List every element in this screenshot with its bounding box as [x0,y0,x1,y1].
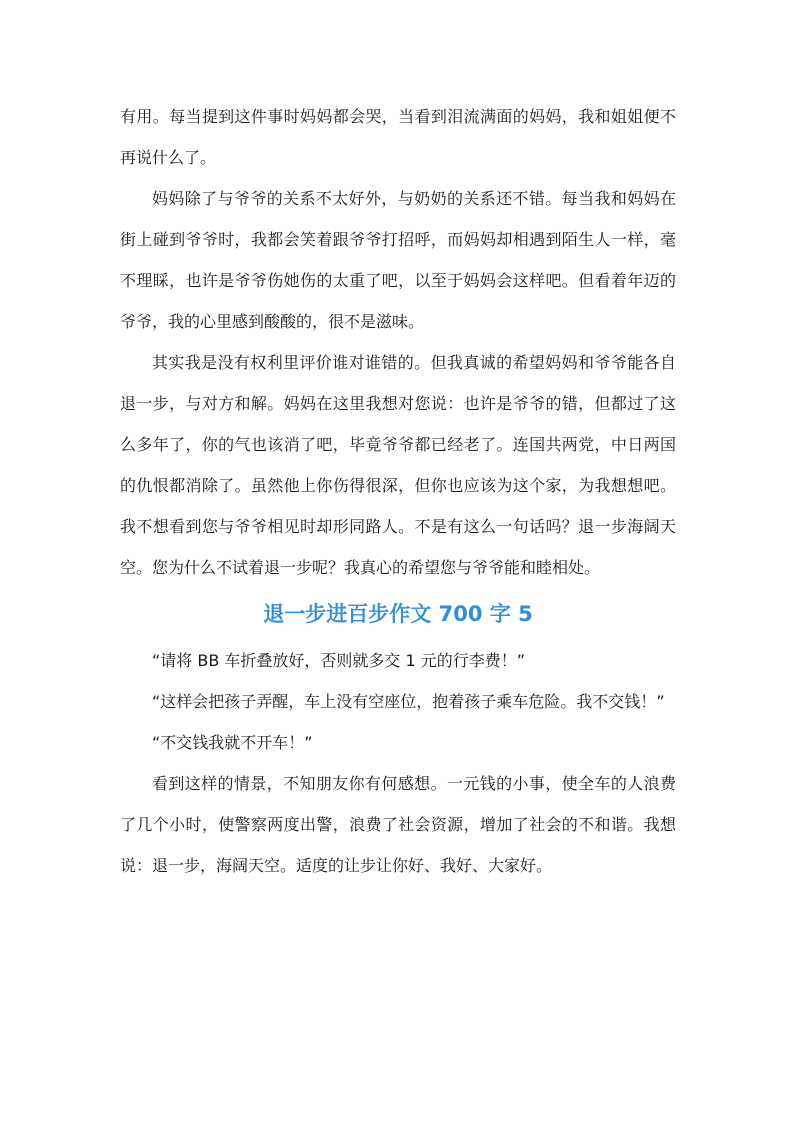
paragraph-reflection: 看到这样的情景，不知朋友你有何感想。一元钱的小事，使全车的人浪费了几个小时，使警察两度出警，浪费了社会资源，增加了社会的不和谐。我想说：退一步，海阔天空。适度的让步让你好、我好、大家好。 [120,774,676,875]
paragraph-mother-grandparents: 妈妈除了与爷爷的关系不太好外，与奶奶的关系还不错。每当我和妈妈在街上碰到爷爷时，我都会笑着跟爷爷打招呼，而妈妈却相遇到陌生人一样，毫不理睬，也许是爷爷伤她伤的太重了吧，以至于妈妈会这样吧。但看着年迈的爷爷，我的心里感到酸酸的，很不是滋味。 [120,189,676,331]
document-body [120,96,676,886]
dialogue-driver-reply: “不交钱我就不开车！” [152,733,313,752]
dialogue-passenger: “这样会把孩子弄醒，车上没有空座位，抱着孩子乘车危险。我不交钱！” [152,692,665,711]
essay-heading: 退一步进百步作文 700 字 5 [263,602,533,626]
dialogue-driver: “请将 BB 车折叠放好，否则就多交 1 元的行李费！” [152,651,526,670]
paragraph-reconciliation-wish: 其实我是没有权利里评价谁对谁错的。但我真诚的希望妈妈和爷爷能各自退一步，与对方和解。妈妈在这里我想对您说：也许是爷爷的错，但都过了这么多年了，你的气也该消了吧，毕竟爷爷都已经老了。连国共两党，中日两国的仇恨都消除了。虽然他上你伤得很深，但你也应该为这个家，为我想想吧。我不想看到您与爷爷相见时却形同路人。不是有这么一句话吗？退一步海阔天空。您为什么不试着退一步呢？我真心的希望您与爷爷能和睦相处。 [120,353,676,577]
paragraph-continued: 有用。每当提到这件事时妈妈都会哭，当看到泪流满面的妈妈，我和姐姐便不再说什么了。 [120,107,676,167]
